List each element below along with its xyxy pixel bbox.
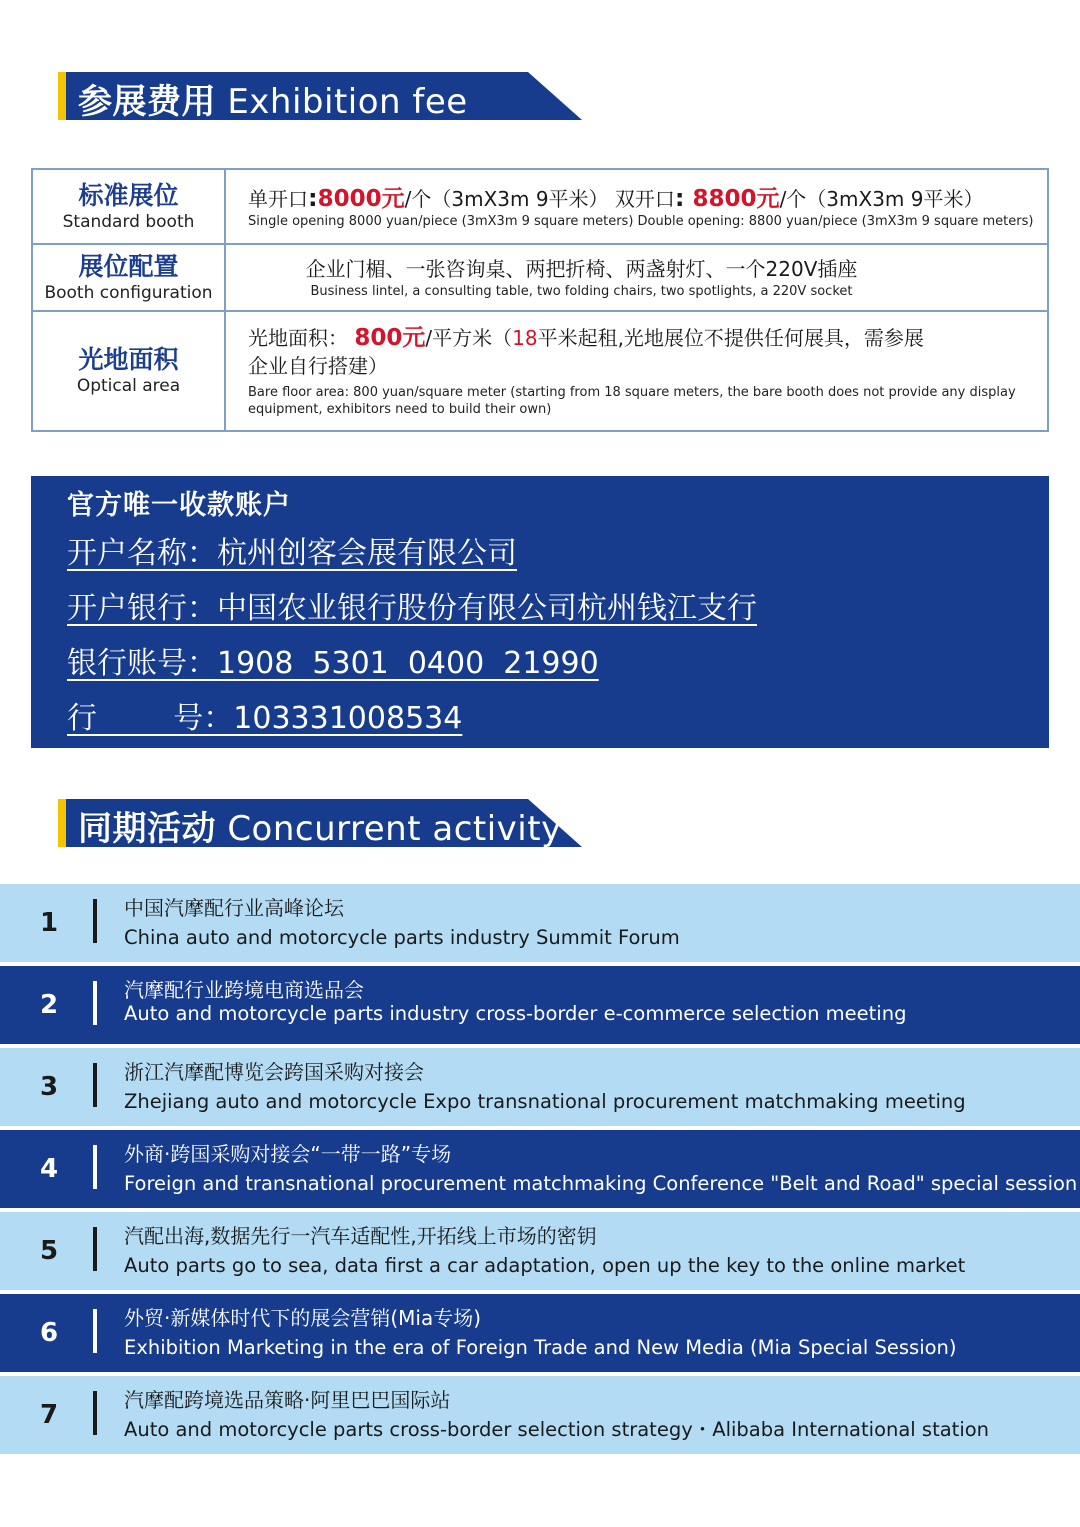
account-name-line: 开户名称：杭州创客会展有限公司 bbox=[67, 536, 517, 571]
fee-row-optical-area bbox=[33, 312, 1047, 430]
activity-title-zh: 汽配出海,数据先行一汽车适配性,开拓线上市场的密钥 bbox=[124, 1224, 597, 1248]
activity-item bbox=[0, 1294, 1080, 1372]
divider-bar bbox=[93, 899, 97, 943]
activity-title-zh: 中国汽摩配行业高峰论坛 bbox=[124, 896, 344, 920]
fee-section-header bbox=[58, 70, 588, 122]
fee-content bbox=[226, 170, 1047, 243]
activity-title-en: Auto and motorcycle parts cross-border selection strategy・Alibaba International station bbox=[124, 1418, 990, 1441]
activity-item bbox=[0, 884, 1080, 962]
activity-title-zh: 汽摩配跨境选品策略·阿里巴巴国际站 bbox=[124, 1388, 451, 1412]
activity-title-en: Auto and motorcycle parts industry cross-border e-commerce selection meeting bbox=[124, 1002, 907, 1025]
activity-title-en: Zhejiang auto and motorcycle Expo transnational procurement matchmaking meeting bbox=[124, 1090, 966, 1113]
activity-number: 1 bbox=[40, 908, 59, 938]
fee-label bbox=[33, 245, 226, 310]
activity-number: 3 bbox=[40, 1072, 59, 1102]
activity-item bbox=[0, 966, 1080, 1044]
booth-config-en: Business lintel, a consulting table, two folding chairs, two spotlights, a 220V socket bbox=[310, 284, 853, 299]
fee-price-en: Single opening 8000 yuan/piece (3mX3m 9 square meters) Double opening: 8800 yuan/piece (3mX3m 9 square meters) bbox=[248, 213, 1034, 229]
divider-bar bbox=[93, 981, 97, 1025]
divider-bar bbox=[93, 1063, 97, 1107]
activity-title-zh: 外贸·新媒体时代下的展会营销(Mia专场) bbox=[124, 1306, 482, 1330]
booth-config-zh: 企业门楣、一张咨询桌、两把折椅、两盏射灯、一个220V插座 bbox=[305, 257, 858, 281]
fee-label bbox=[33, 170, 226, 243]
fee-label-zh: 光地面积 bbox=[78, 345, 179, 374]
fee-label-en: Booth configuration bbox=[44, 282, 213, 303]
activity-section-header bbox=[58, 797, 588, 849]
fee-row-booth-config bbox=[33, 245, 1047, 312]
fee-label-en: Standard booth bbox=[62, 211, 195, 232]
activity-title-en: Foreign and transnational procurement matchmaking Conference "Belt and Road" special session bbox=[124, 1172, 1078, 1195]
divider-bar bbox=[93, 1227, 97, 1271]
activity-title-en: Auto parts go to sea, data first a car adaptation, open up the key to the online market bbox=[124, 1254, 966, 1277]
optical-area-en: Bare floor area: 800 yuan/square meter (starting from 18 square meters, the bare booth does not provide any display equipment, exhibitors need to build their own) bbox=[248, 385, 1016, 417]
activity-title-en: China auto and motorcycle parts industry Summit Forum bbox=[124, 926, 680, 949]
activity-title-zh: 外商·跨国采购对接会“一带一路”专场 bbox=[124, 1142, 452, 1166]
optical-area-line1: 光地面积： 800元/平方米（18平米起租,光地展位不提供任何展具，需参展 bbox=[248, 325, 924, 351]
fee-price-line: 单开口:8000元/个（3mX3m 9平米） 双开口: 8800元/个（3mX3m 9平米） bbox=[248, 183, 984, 212]
account-bank-line: 开户银行：中国农业银行股份有限公司杭州钱江支行 bbox=[67, 591, 757, 626]
account-number-line: 银行账号：1908 5301 0400 21990 bbox=[67, 646, 599, 681]
official-account-box bbox=[31, 476, 1049, 748]
fee-section-title: 参展费用 Exhibition fee bbox=[78, 82, 468, 122]
activity-number: 6 bbox=[40, 1318, 59, 1348]
activity-number: 7 bbox=[40, 1400, 59, 1430]
fee-content bbox=[226, 312, 1047, 430]
activity-number: 5 bbox=[40, 1236, 59, 1266]
fee-label-en: Optical area bbox=[76, 376, 181, 396]
divider-bar bbox=[93, 1391, 97, 1435]
activity-list bbox=[0, 884, 1080, 1454]
account-bank-code-line: 行 号：103331008534 bbox=[67, 701, 463, 736]
activity-item bbox=[0, 1212, 1080, 1290]
activity-item bbox=[0, 1376, 1080, 1454]
account-title: 官方唯一收款账户 bbox=[67, 490, 291, 521]
fee-content bbox=[226, 245, 1047, 310]
divider-bar bbox=[93, 1145, 97, 1189]
activity-section-title: 同期活动 Concurrent activity bbox=[78, 809, 562, 849]
fee-label-zh: 展位配置 bbox=[78, 251, 179, 281]
activity-item bbox=[0, 1048, 1080, 1126]
activity-item bbox=[0, 1130, 1080, 1208]
fee-label-zh: 标准展位 bbox=[78, 180, 179, 210]
activity-number: 4 bbox=[40, 1154, 59, 1184]
divider-bar bbox=[93, 1309, 97, 1353]
fee-label bbox=[33, 312, 226, 430]
activity-title-en: Exhibition Marketing in the era of Foreign Trade and New Media (Mia Special Session) bbox=[124, 1336, 957, 1359]
activity-title-zh: 浙江汽摩配博览会跨国采购对接会 bbox=[124, 1060, 424, 1084]
optical-area-line2: 企业自行搭建） bbox=[248, 354, 388, 378]
activity-number: 2 bbox=[40, 990, 59, 1020]
fee-row-standard-booth bbox=[33, 170, 1047, 245]
activity-title-zh: 汽摩配行业跨境电商选品会 bbox=[124, 978, 364, 1002]
fee-table bbox=[31, 168, 1049, 432]
